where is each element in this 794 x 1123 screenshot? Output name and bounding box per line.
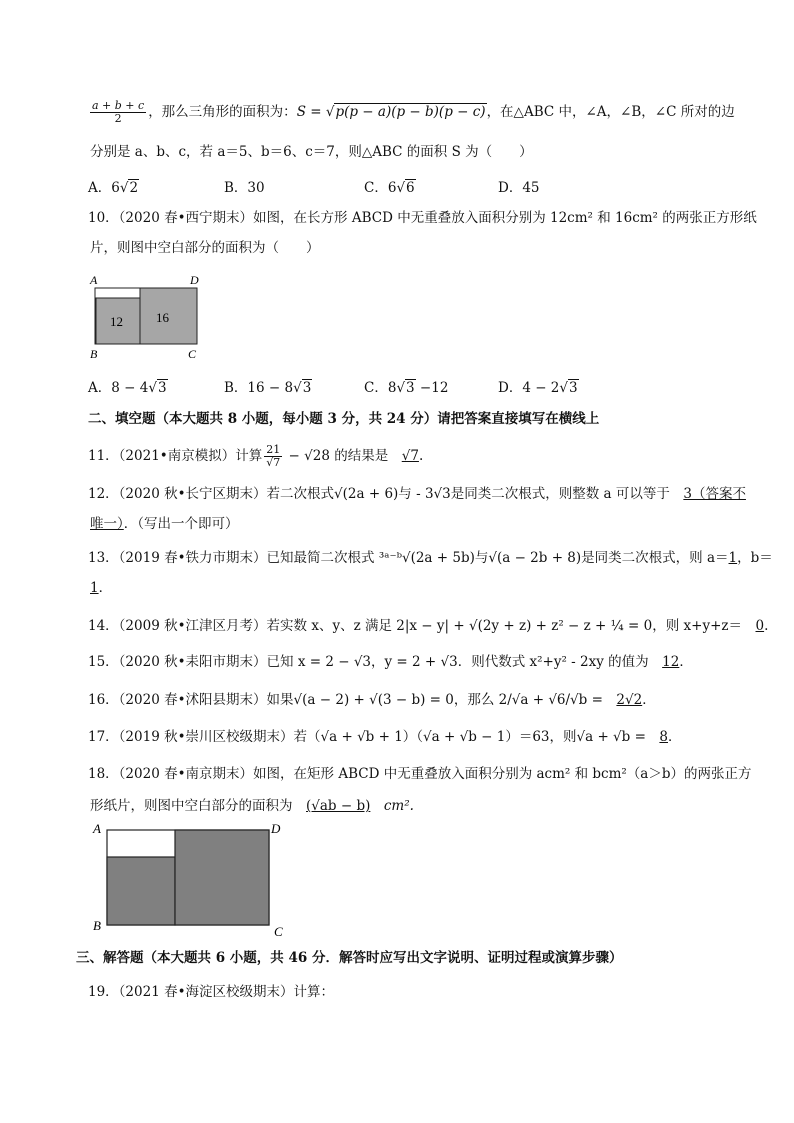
- q18-label-c: C: [274, 924, 283, 939]
- q9-option-d[interactable]: D．45: [498, 180, 540, 196]
- q10-figure: [86, 270, 216, 362]
- q10-label-a: A: [90, 273, 98, 287]
- q18-line1: 18．（2020 春•南京期末）如图，在矩形 ABCD 中无重叠放入面积分别为 acm² 和 bcm²（a＞b）的两张正方: [88, 766, 752, 782]
- q17: 17．（2019 秋•崇川区校级期末）若（√a + √b + 1）（√a + √b − 1）＝63，则√a + √b = 8．: [88, 729, 682, 745]
- q13-line2: 1．: [90, 580, 113, 596]
- q10-option-b[interactable]: B．16 − 8√3: [224, 380, 312, 396]
- q11-answer: √7: [401, 448, 419, 464]
- q18-answer: (√ab − b): [306, 798, 371, 814]
- q19: 19．（2021 春•海淀区校级期末）计算：: [88, 984, 335, 1000]
- q12-line2: 唯一）．（写出一个即可）: [90, 516, 239, 532]
- q18-label-a: A: [93, 821, 101, 836]
- q18-line2: 形纸片，则图中空白部分的面积为 (√ab − b) cm².: [90, 798, 414, 814]
- q11: 11．（2021•南京模拟）计算 $\frac{21}{√7}$ − √28 的结果是 √7.: [88, 443, 424, 469]
- q14: 14．（2009 秋•江津区月考）若实数 x、y、z 满足 2|x − y| + √(2y + z) + z² − z + ¼ = 0，则 x+y+z＝ 0.: [88, 618, 769, 634]
- section-2-heading: 二、填空题（本大题共 8 小题，每小题 3 分，共 24 分）请把答案直接填写在横线上: [88, 411, 600, 427]
- q16: 16．（2020 春•沭阳县期末）如果√(a − 2) + √(3 − b) = 0，那么 2/√a + √6/√b = 2√2．: [88, 692, 656, 708]
- q9-line1: $\frac{a + b + c}{2}$ ，那么三角形的面积为：S = √p(p − a)(p − b)(p − c)，在△ABC 中，∠A，∠B，∠C 所对的边: [92, 99, 735, 125]
- q9-line2: 分别是 a、b、c，若 a＝5、b＝6、c＝7，则△ABC 的面积 S 为（ ）: [90, 144, 533, 160]
- q18-label-b: B: [93, 918, 101, 933]
- q10-label-c: C: [188, 347, 197, 361]
- q13-line1: 13．（2019 春•铁力市期末）已知最简二次根式 ³ᵃ⁻ᵇ√(2a + 5b)与√(a − 2b + 8)是同类二次根式，则 a＝1，b＝: [88, 550, 773, 566]
- q10-line2: 片，则图中空白部分的面积为（ ）: [90, 240, 320, 256]
- q13-answer-b: 1: [90, 580, 99, 596]
- q9-option-a[interactable]: A．6√2: [88, 180, 139, 196]
- q18-figure: [88, 820, 298, 940]
- q16-answer: 2√2: [616, 692, 643, 708]
- q12-answer: 3（答案不: [683, 486, 746, 502]
- q18-square-big: [175, 830, 269, 925]
- q14-answer: 0: [755, 618, 765, 634]
- q10-label-d: D: [190, 273, 199, 287]
- q9-option-c[interactable]: C．6√6: [364, 180, 415, 196]
- section-3-heading: 三、解答题（本大题共 6 小题，共 46 分．解答时应写出文字说明、证明过程或演算步骤）: [76, 950, 623, 966]
- q10-option-a[interactable]: A．8 − 4√3: [88, 380, 167, 396]
- q10-option-d[interactable]: D．4 − 2√3: [498, 380, 578, 396]
- q17-answer: 8: [659, 729, 668, 745]
- q15: 15．（2020 秋•耒阳市期末）已知 x = 2 − √3，y = 2 + √3．则代数式 x²+y² - 2xy 的值为 12．: [88, 654, 693, 670]
- q10-big-label: 16: [156, 310, 169, 325]
- q10-line1: 10．（2020 春•西宁期末）如图，在长方形 ABCD 中无重叠放入面积分别为 12cm² 和 16cm² 的两张正方形纸: [88, 210, 757, 226]
- q18-label-d: D: [271, 821, 281, 836]
- q18-square-small: [107, 857, 175, 925]
- q12-line1: 12．（2020 秋•长宁区期末）若二次根式√(2a + 6)与 - 3√3是同类二次根式，则整数 a 可以等于 3（答案不: [88, 486, 746, 502]
- q9-option-b[interactable]: B．30: [224, 180, 265, 196]
- q13-answer-a: 1: [728, 550, 738, 566]
- q15-answer: 12: [662, 654, 680, 670]
- q10-option-c[interactable]: C．8√3 −12: [364, 380, 449, 396]
- q10-label-b: B: [90, 347, 98, 361]
- q10-small-label: 12: [110, 314, 123, 329]
- q9-fraction: $\frac{a + b + c}{2}$: [92, 99, 145, 125]
